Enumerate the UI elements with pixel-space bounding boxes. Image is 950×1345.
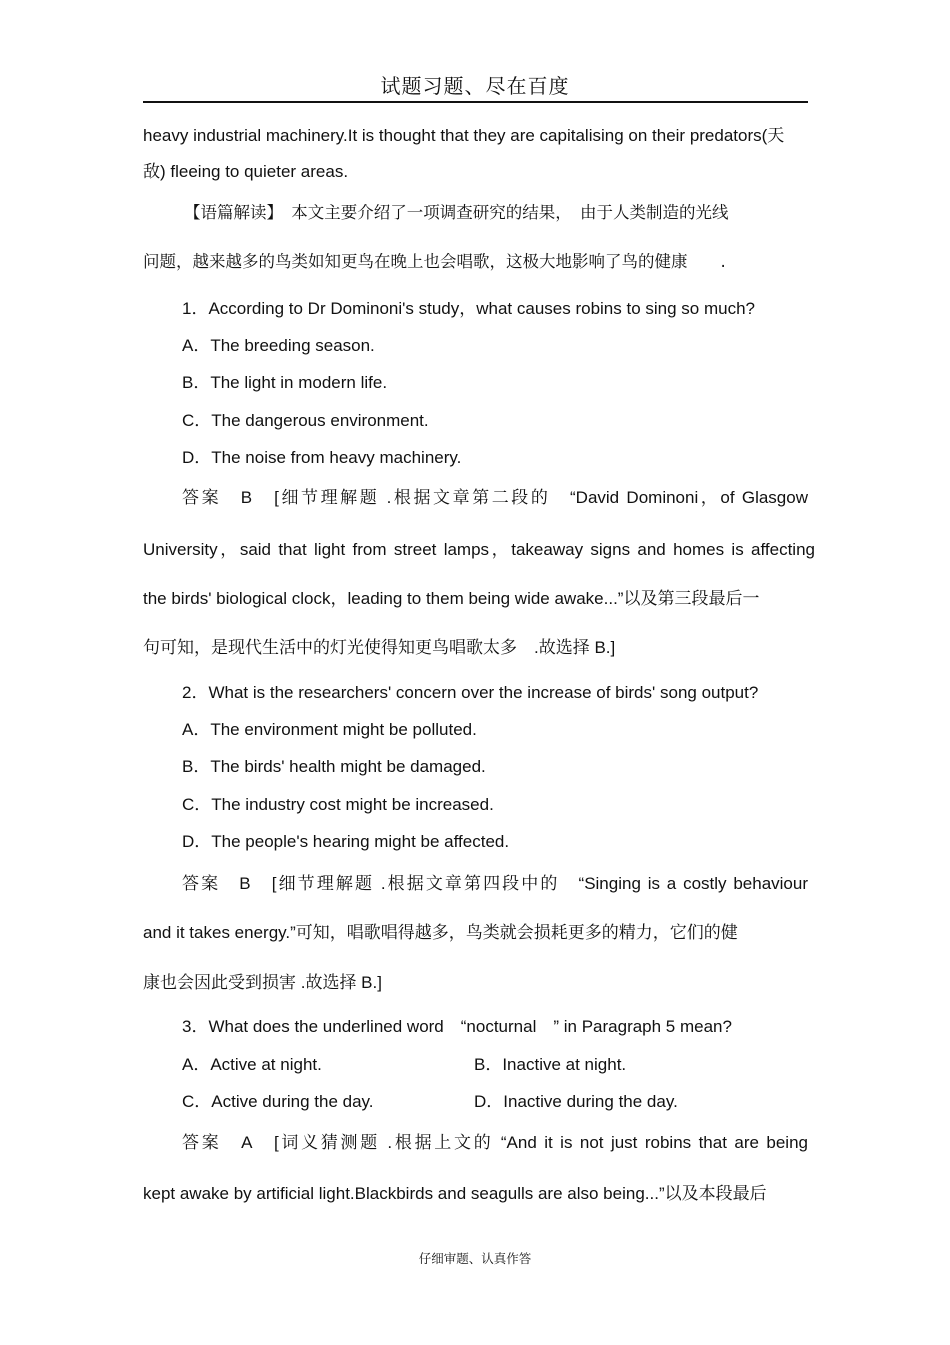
answer-line: University，said that light from street lamps，takeaway signs and homes is affecting [143,540,815,559]
option-b: B．Inactive at night. [474,1055,627,1074]
header-rule [143,101,808,103]
option-c: C．The dangerous environment. [182,411,429,430]
option-d: D．Inactive during the day. [474,1092,678,1111]
question-stem: 2．What is the researchers' concern over the increase of birds' song output? [182,683,759,702]
answer-line: 答案 A [词义猜测题 .根据上文的 “And it is not just robins that are being [182,1133,808,1152]
option-a: A．The breeding season. [182,336,375,355]
option-a: A．Active at night. [182,1055,322,1074]
question-stem: 3．What does the underlined word “nocturnal ” in Paragraph 5 mean? [182,1017,732,1036]
option-b: B．The birds' health might be damaged. [182,757,486,776]
answer-line: 康也会因此受到损害 .故选择 B.] [143,973,382,992]
answer-line: and it takes energy.”可知，唱歌唱得越多，鸟类就会损耗更多的精力，它们的健 [143,923,738,942]
option-c: C．The industry cost might be increased. [182,795,494,814]
answer-line: kept awake by artificial light.Blackbirds and seagulls are also being...”以及本段最后 [143,1184,767,1203]
page-header-title: 试题习题、尽在百度 [380,74,570,98]
answer-line: the birds' biological clock，leading to them being wide awake...”以及第三段最后一 [143,589,760,608]
option-d: D．The noise from heavy machinery. [182,448,462,467]
interpretation-line: 【语篇解读】 本文主要介绍了一项调查研究的结果， 由于人类制造的光线 [184,203,729,222]
page-footer: 仔细审题、认真作答 [418,1251,532,1266]
option-a: A．The environment might be polluted. [182,720,477,739]
answer-line: 答案 B [细节理解题 .根据文章第二段的 “David Dominoni，of Glasgow [182,488,808,507]
option-b: B．The light in modern life. [182,373,388,392]
passage-line: 敌) fleeing to quieter areas. [143,162,349,181]
question-stem: 1．According to Dr Dominoni's study，what causes robins to sing so much? [182,299,756,318]
option-d: D．The people's hearing might be affected. [182,832,510,851]
answer-line: 句可知，是现代生活中的灯光使得知更鸟唱歌太多 .故选择 B.] [143,638,616,657]
answer-line: 答案 B [细节理解题 .根据文章第四段中的 “Singing is a costly behaviour [182,874,808,893]
option-c: C．Active during the day. [182,1092,374,1111]
passage-line: heavy industrial machinery.It is thought that they are capitalising on their predators(天 [143,126,785,145]
interpretation-line: 问题，越来越多的鸟类如知更鸟在晚上也会唱歌，这极大地影响了鸟的健康 . [143,252,726,271]
